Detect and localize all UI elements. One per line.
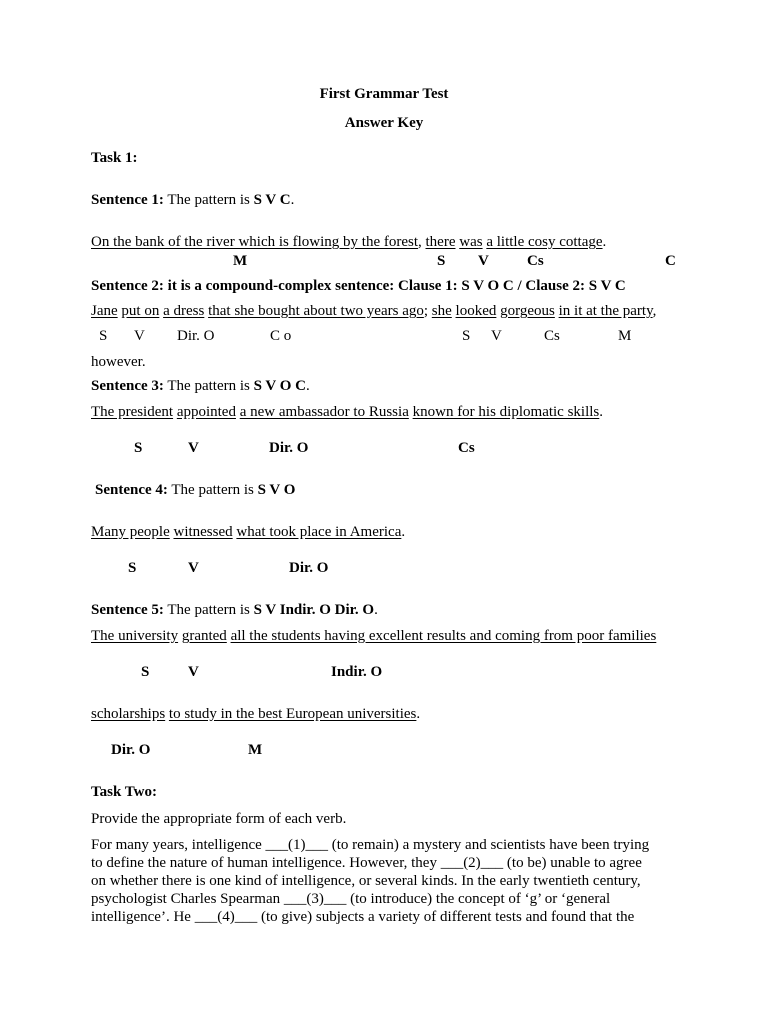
sentence1-pattern-text: The pattern is [163, 192, 254, 208]
sentence1-header [91, 191, 294, 209]
task2-line: on whether there is one kind of intelligence, or several kinds. In the early twentieth century, [91, 873, 641, 889]
sentence2-subject-complement: gorgeous [500, 303, 555, 319]
sentence3-direct-object: a new ambassador to Russia [239, 404, 409, 420]
sentence3-pattern: S V O C [253, 378, 306, 394]
sentence1-complement: a little cosy cottage [486, 234, 603, 250]
sentence4-tag-v: V [188, 560, 199, 576]
sentence5-pattern: S V Indir. O Dir. O [253, 602, 375, 618]
sentence3-header [91, 377, 310, 395]
sentence2-object-complement: that she bought about two years ago [208, 303, 424, 319]
punctuation: ; [423, 303, 432, 319]
task2-line: to define the nature of human intelligence. However, they ___(2)___ (to be) unable to agree [91, 855, 642, 871]
sentence5-header [91, 601, 378, 619]
sentence2-text [91, 302, 656, 320]
sentence5-tag-s: S [141, 664, 150, 680]
sentence1-modifier: On the bank of the river which is flowing by the forest [91, 234, 419, 250]
sentence3-text [91, 403, 603, 421]
sentence1-label: Sentence 1: [91, 192, 164, 208]
sentence3-subject: The president [91, 404, 174, 420]
sentence2-verb: put on [121, 303, 160, 319]
sentence5-tag-m: M [248, 742, 263, 758]
task2-line: For many years, intelligence ___(1)___ (to remain) a mystery and scientists have been trying [91, 837, 650, 853]
sentence1-pattern: S V C [253, 192, 291, 208]
sentence3-complement: known for his diplomatic skills [412, 404, 600, 420]
sentence3-label: Sentence 3: [91, 378, 164, 394]
sentence2-tag-co: C o [270, 328, 292, 344]
sentence4-pattern-text: The pattern is [167, 482, 258, 498]
sentence3-tag-s: S [134, 440, 143, 456]
sentence4-direct-object: what took place in America [236, 524, 402, 540]
sentence2-subject-2: she [431, 303, 452, 319]
sentence3-tag-cs: Cs [458, 440, 475, 456]
sentence2-modifier: in it at the party [558, 303, 653, 319]
sentence5-modifier: to study in the best European universities [168, 706, 417, 722]
sentence1-tag-m: M [233, 253, 248, 269]
sentence2-header [91, 277, 626, 295]
punctuation: . [401, 524, 406, 540]
sentence1-tag-s: S [437, 253, 446, 269]
sentence2-tag-v2: V [491, 328, 502, 344]
sentence2-continuation: however. [91, 354, 146, 370]
sentence4-pattern: S V O [257, 482, 296, 498]
task2-heading: Task Two: [91, 784, 158, 800]
sentence3-tag-v: V [188, 440, 199, 456]
punctuation: . [599, 404, 604, 420]
sentence5-period: . [374, 602, 378, 618]
sentence4-text [91, 523, 405, 541]
sentence4-header [95, 481, 295, 499]
punctuation: , [418, 234, 422, 250]
task2-paragraph [91, 836, 681, 926]
sentence5-subject: The university [91, 628, 179, 644]
sentence4-subject: Many people [91, 524, 170, 540]
sentence3-period: . [306, 378, 310, 394]
sentence4-verb: witnessed [173, 524, 233, 540]
page-title: First Grammar Test [319, 86, 449, 102]
sentence1-period: . [290, 192, 295, 208]
sentence2-tag-s: S [99, 328, 108, 344]
page-subtitle: Answer Key [344, 115, 424, 131]
sentence2-subject: Jane [91, 303, 118, 319]
punctuation: , [652, 303, 657, 319]
sentence2-tag-dir-o: Dir. O [177, 328, 215, 344]
sentence1-tag-cs: Cs [527, 253, 544, 269]
sentence2-tag-m: M [618, 328, 632, 344]
sentence4-label: Sentence 4: [95, 482, 168, 498]
sentence1-text [91, 233, 606, 251]
sentence5-tag-v: V [188, 664, 199, 680]
sentence5-direct-object: scholarships [91, 706, 166, 722]
task2-instruction: Provide the appropriate form of each verb. [91, 811, 347, 827]
sentence2-tag-cs: Cs [544, 328, 560, 344]
sentence5-tag-dir-o: Dir. O [111, 742, 151, 758]
sentence4-tag-dir-o: Dir. O [289, 560, 329, 576]
task2-line: psychologist Charles Spearman ___(3)___ (to introduce) the concept of ‘g’ or ‘general [91, 891, 611, 907]
sentence5-indirect-object: all the students having excellent results and coming from poor families [230, 628, 657, 644]
sentence3-verb: appointed [176, 404, 236, 420]
sentence4-tag-s: S [128, 560, 137, 576]
sentence1-verb: was [459, 234, 483, 250]
sentence2-description: it is a compound-complex sentence: Clause 1: S V O C / Clause 2: S V C [163, 278, 626, 294]
task1-heading: Task 1: [91, 150, 138, 166]
task2-line: intelligence’. He ___(4)___ (to give) subjects a variety of different tests and found that the [91, 909, 635, 925]
sentence2-tag-v: V [134, 328, 145, 344]
sentence5-label: Sentence 5: [91, 602, 164, 618]
sentence5-tag-indir-o: Indir. O [331, 664, 383, 680]
sentence5-text-continued [91, 705, 420, 723]
sentence1-subject: there [425, 234, 456, 250]
sentence5-pattern-text: The pattern is [163, 602, 254, 618]
sentence2-direct-object: a dress [163, 303, 205, 319]
punctuation: . [416, 706, 421, 722]
sentence3-tag-dir-o: Dir. O [269, 440, 309, 456]
sentence2-label: Sentence 2: [91, 278, 164, 294]
punctuation: . [602, 234, 607, 250]
sentence1-tag-c: C [665, 253, 676, 269]
sentence1-tag-v: V [478, 253, 489, 269]
sentence2-verb-2: looked [455, 303, 497, 319]
sentence2-tag-s2: S [462, 328, 471, 344]
sentence5-text [91, 627, 656, 645]
sentence5-verb: granted [181, 628, 227, 644]
sentence3-pattern-text: The pattern is [163, 378, 254, 394]
